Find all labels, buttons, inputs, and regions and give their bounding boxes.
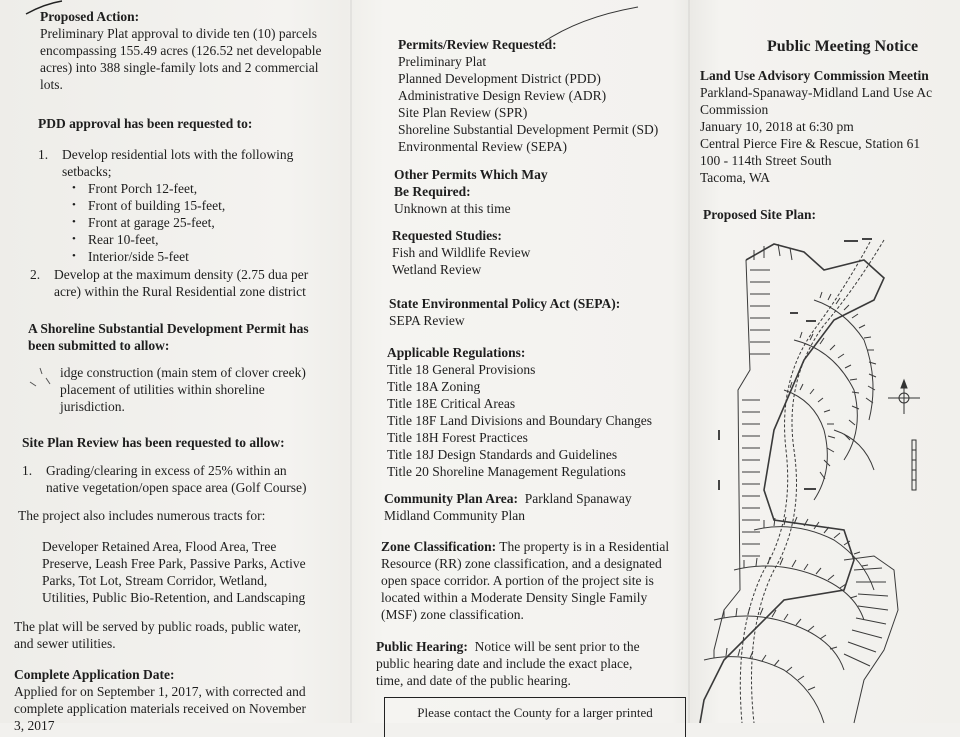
permits-heading: Permits/Review Requested: <box>398 37 557 52</box>
proposed-action-heading: Proposed Action: <box>40 9 140 24</box>
site-item-1: 1. Grading/clearing in excess of 25% within an native vegetation/open space area (Golf Course) <box>22 463 307 495</box>
service-text: The plat will be served by public roads, public water, and sewer utilities. <box>14 619 302 651</box>
list-item: Shoreline Substantial Development Permit (SD) <box>398 122 659 137</box>
contact-box: Please contact the County for a larger printed <box>384 697 686 737</box>
hearing-section: Public Hearing: Notice will be sent prior to the public hearing date and include the exact place, time, and date of the public hearing. <box>376 639 640 688</box>
middle-column <box>376 36 686 689</box>
permits-section <box>398 36 686 155</box>
left-column <box>14 8 344 734</box>
list-item: Administrative Design Review (ADR) <box>398 88 607 103</box>
zone-section: Zone Classification: The property is in a Residential Resource (RR) zone classification, and a designated open space corridor. A portion of the project site is located within a Moderate Density Single Family (MSF) zone classification. <box>381 539 670 622</box>
list-item: Environmental Review (SEPA) <box>398 139 567 154</box>
list-item: Title 18E Critical Areas <box>387 396 516 411</box>
list-item: Title 18F Land Divisions and Boundary Changes <box>387 413 652 428</box>
site-plan-heading: Proposed Site Plan: <box>703 207 817 222</box>
list-item: Title 18J Design Standards and Guidelines <box>387 447 618 462</box>
setbacks-list <box>62 180 344 265</box>
pdd-item-2: 2. Develop at the maximum density (2.75 dua per acre) within the Rural Residential zone district <box>30 267 309 299</box>
complete-date-heading: Complete Application Date: <box>14 667 175 682</box>
page-title: Public Meeting Notice <box>767 38 919 55</box>
site-plan-review-heading: Site Plan Review has been requested to allow: <box>22 435 285 450</box>
list-item: Site Plan Review (SPR) <box>398 105 528 120</box>
scale-bar-icon <box>912 440 916 490</box>
list-item: Planned Development District (PDD) <box>398 71 601 86</box>
list-item: Title 18 General Provisions <box>387 362 536 377</box>
fold-line <box>350 0 352 723</box>
fold-line <box>688 0 690 723</box>
community-section: Community Plan Area: Parkland Spanaway Midland Community Plan <box>384 491 632 523</box>
list-item: Title 18H Forest Practices <box>387 430 528 445</box>
list-item: Wetland Review <box>392 262 482 277</box>
list-item: Title 18A Zoning <box>387 379 481 394</box>
studies-section: Requested Studies: Fish and Wildlife Review Wetland Review <box>392 227 686 278</box>
list-item: Preliminary Plat <box>398 54 487 69</box>
regulations-section: Applicable Regulations: Title 18 General Provisions Title 18A Zoning Title 18E Critical Areas Title 18F Land Divisions and Boundary Changes Title 18H Forest Practices Title 18J Design Standards and Guidelines Title 20 Shoreline Management Regulations <box>387 344 686 480</box>
commission-heading: Land Use Advisory Commission Meetin <box>700 68 929 83</box>
site-plan-map <box>694 230 960 723</box>
list-item: • Front of building 15-feet, <box>62 197 344 214</box>
sepa-section: State Environmental Policy Act (SEPA): SEPA Review <box>389 296 621 328</box>
list-item: • Rear 10-feet, <box>62 231 344 248</box>
shoreline-heading: A Shoreline Substantial Development Permit has been submitted to allow: <box>28 321 309 353</box>
proposed-action-text: Preliminary Plat approval to divide ten (10) parcels encompassing 155.49 acres (126.52 net developable acres) into 388 single-family lots and 2 commercial lots. <box>40 26 322 92</box>
list-item: Fish and Wildlife Review <box>392 245 531 260</box>
stray-mark <box>26 364 56 394</box>
pdd-item-1: 1. Develop residential lots with the following setbacks; <box>38 147 294 179</box>
north-arrow-icon <box>888 380 920 414</box>
tracts-text: Developer Retained Area, Flood Area, Tree Preserve, Leash Free Park, Passive Parks, Active Parks, Tot Lot, Stream Corridor, Wetland, Utilities, Public Bio-Retention, and Landscaping <box>42 539 306 605</box>
pdd-heading: PDD approval has been requested to: <box>38 116 253 131</box>
meeting-details: Parkland-Spanaway-Midland Land Use Ac Commission January 10, 2018 at 6:30 pm Central Pierce Fire & Rescue, Station 61 100 - 114th Street South Tacoma, WA <box>700 85 933 185</box>
other-permits-section: Other Permits Which May Be Required: Unknown at this time <box>394 167 548 216</box>
complete-date-text: Applied for on September 1, 2017, with corrected and complete application materials received on November 3, 2017 <box>14 684 307 733</box>
shoreline-text: idge construction (main stem of clover creek) placement of utilities within shoreline jurisdiction. <box>60 364 344 415</box>
list-item: • Interior/side 5-feet <box>62 248 344 265</box>
tracts-intro: The project also includes numerous tracts for: <box>18 508 266 523</box>
list-item: • Front at garage 25-feet, <box>62 214 344 231</box>
list-item: • Front Porch 12-feet, <box>62 180 344 197</box>
list-item: Title 20 Shoreline Management Regulations <box>387 464 626 479</box>
right-column <box>700 38 960 223</box>
